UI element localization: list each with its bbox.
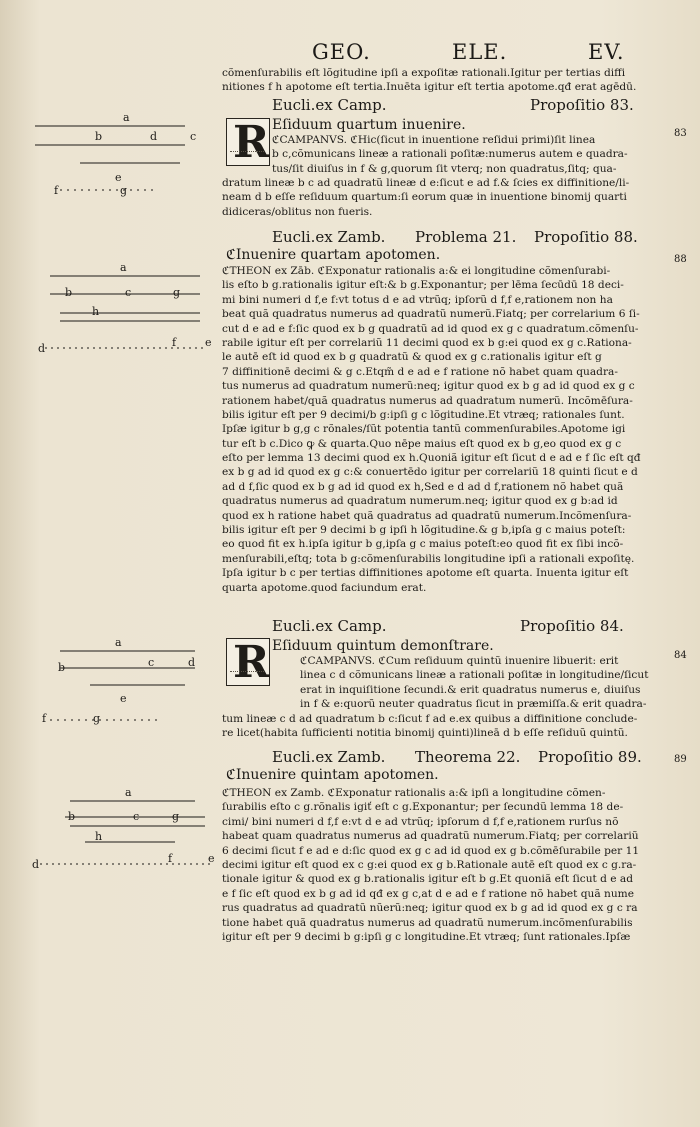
- text-line: quod ex h ratione habet quã quadratus ad quadratũ numerum.Incõmenſura-: [222, 509, 632, 522]
- label-c: c: [133, 810, 140, 823]
- heading-left: Eucli.ex Camp.: [272, 617, 387, 635]
- text-line: ſurabilis eſto c g.rõnalis igiť eſt c g.Exponantur; per ſecundũ lemma 18 de-: [222, 801, 624, 814]
- text-line: 7 diffinitionē decimi & g c.Etqm̃ d e ad e f ratione nõ habet quam quadra-: [222, 365, 618, 378]
- label-a: a: [120, 261, 127, 274]
- text-line: didiceras/oblitus non fueris.: [222, 205, 373, 218]
- text-line: eo quod fit ex h.ipſa igitur b g,ipſa g c maius poteſt:eo quod fit ex ſibi incõ-: [222, 538, 624, 551]
- label-e: e: [115, 171, 122, 184]
- margin-number: 89: [674, 754, 687, 765]
- text-line: igitur eſt per 9 decimi b g:ipſi g c longitudine.Et vtræq; ſunt rationales.Ipſæ: [222, 930, 631, 943]
- text-line: neam d b eſſe reſiduum quartum:ſi eorum quæ in inuentione binomij quarti: [222, 191, 627, 204]
- label-c: c: [148, 656, 155, 669]
- label-c: c: [125, 286, 132, 299]
- text-line: cut d e ad e f:ſic quod ex b g quadratũ ad id quod ex g c quadratum.cõmenſu-: [222, 322, 639, 335]
- margin-diagrams: [0, 0, 220, 1127]
- text-line: e f ſic eſt quod ex b g ad id qđ ex g c,at d e ad e f ratione nõ habet quã nume: [222, 887, 634, 900]
- text-line: menſurabili,eſtq; tota b g:cõmenſurabilis longitudine ipſi a rationali expoſitę.: [222, 552, 635, 565]
- text-line: linea c d cõmunicans lineæ a rationali poſitæ in longitudine/ſicut: [300, 669, 649, 682]
- heading-left: Eucli.ex Camp.: [272, 96, 387, 114]
- margin-number: 88: [674, 254, 687, 265]
- label-b: b: [95, 130, 103, 143]
- text-line: tum lineæ c d ad quadratum b c:ſicut f ad e.ex quibus a diffinitione conclude-: [222, 713, 638, 725]
- text-line: cõmenſurabilis eſt lõgitudine ipſi a expoſitæ rationali.Igitur per tertias diffi: [222, 67, 626, 79]
- label-a: a: [115, 636, 122, 649]
- label-g: g: [93, 712, 101, 725]
- label-f: f: [54, 184, 59, 197]
- heading-right: Propoſitio 83.: [530, 96, 634, 114]
- label-a: a: [125, 786, 132, 799]
- text-line: ex b g ad id quod ex g c:& conuertēdo igitur per correlariũ 18 quinti ſicut e d: [222, 466, 638, 479]
- text-line: quadratus numerus ad quadratum numerum.neq; igitur quod ex g b:ad id: [222, 495, 618, 508]
- text-line: nitiones f h apotome eſt tertia.Inuēta igitur eſt tertia apotome.qđ erat agēdū.: [222, 81, 637, 94]
- margin-number: 84: [674, 650, 687, 661]
- text-line: tur eſt b c.Dico ꝙ & quarta.Quo nēpe maius eſt quod ex b g,eo quod ex g c: [222, 437, 622, 450]
- subheading: ℭInuenire quintam apotomen.: [226, 767, 439, 783]
- text-line: in f & e:quorũ neuter quadratus ſicut in præmiſſa.& erit quadra-: [300, 698, 647, 711]
- heading-right: Propoſitio 88.: [534, 228, 638, 246]
- text-line: tione habet quã quadratus numerus ad quadratũ numerum.incõmenſurabilis: [222, 916, 633, 929]
- header-left: GEO.: [312, 40, 371, 64]
- heading-mid: Problema 21.: [415, 228, 517, 246]
- text-line: bilis igitur eſt per 9 decimi/b g:ipſi g c lõgitudine.Et vtræq; rationales ſunt.: [222, 408, 625, 421]
- text-line: rationem habet/quã quadratus numerus ad quadratum numerũ. Incõmēſura-: [222, 394, 633, 407]
- text-line: erat in inquiſitione ſecundi.& erit quadratus numerus e, diuiſus: [300, 683, 641, 696]
- text-line: tus/ſit diuiſus in f & g,quorum ſit vterq; non quadratus,ſitq; qua-: [272, 162, 617, 175]
- margin-number: 83: [674, 128, 687, 139]
- label-d: d: [38, 342, 46, 355]
- subheading: ℭInuenire quartam apotomen.: [226, 247, 441, 263]
- text-line: bilis igitur eſt per 9 decimi b g ipſi h lõgitudine.& g b,ipſa g c maius poteſt:: [222, 524, 626, 537]
- text-line: re licet(habita ſufficienti notitia binomij quinti)lineā d b eſſe reſiduũ quintũ.: [222, 727, 628, 740]
- heading-right: Propoſitio 84.: [520, 617, 624, 635]
- text-line: tus numerus ad quadratum numerũ:neq; igitur quod ex b g ad id quod ex g c: [222, 380, 635, 393]
- text-line: 6 decimi ſicut f e ad e d:ſic quod ex g c ad id quod ex g b.cõmēſurabile per 11: [222, 844, 640, 857]
- text-line: habeat quam quadratus numerus ad quadratũ numerum.Fiatq; per correlariũ: [222, 830, 639, 843]
- text-line: le autē eſt id quod ex b g quadratũ & quod ex g c.rationalis igitur eſt g: [222, 351, 602, 364]
- heading-right: Propoſitio 89.: [538, 748, 642, 766]
- text-line: tionale igitur & quod ex g b.rationalis igitur eſt b g.Et quoniã eſt ſicut d e ad: [222, 873, 634, 886]
- text-line: Ipſa igitur b c per tertias diffinitiones apotome eſt quarta. Inuenta igitur eſt: [222, 567, 629, 580]
- label-d: d: [188, 656, 196, 669]
- text-line: rus quadratus ad quadratũ nũerũ:neq; igitur quod ex b g ad id quod ex g c ra: [222, 902, 638, 915]
- label-h: h: [95, 830, 103, 843]
- text-line: dratum lineæ b c ad quadratũ lineæ d e:ſicut e ad f.& ſcies ex diffinitione/li-: [222, 177, 630, 189]
- text-line: eſto per lemma 13 decimi quod ex h.Quoniã igitur eſt ſicut d e ad e f ſic eſt qđ: [222, 452, 641, 465]
- text-line: decimi igitur eſt quod ex c g:ei quod ex g b.Rationale autē eſt quod ex c g.ra-: [222, 858, 637, 871]
- header-center: ELE.: [452, 40, 508, 64]
- text-line: beat quã quadratus numerus ad quadratũ numerũ.Fiatq; per correlarium 6 ſi-: [222, 308, 640, 321]
- text-line: ℭCAMPANVS. ℭCum reſiduum quintũ inuenire libuerit: erit: [300, 655, 619, 667]
- label-a: a: [123, 111, 130, 124]
- campanus-text-2: [300, 654, 670, 712]
- label-e: e: [205, 336, 212, 349]
- proposition-title: Eſiduum quartum inuenire.: [272, 117, 466, 133]
- label-f: f: [172, 336, 177, 349]
- heading-mid: Theorema 22.: [415, 748, 521, 766]
- heading-left: Eucli.ex Zamb.: [272, 228, 386, 246]
- text-line: ℭTHEON ex Zamb. ℭExponatur rationalis a:& ipſi a longitudine cõmen-: [222, 787, 606, 799]
- heading-left: Eucli.ex Zamb.: [272, 748, 386, 766]
- text-line: rabile igitur eſt per correlariũ 11 decimi quod ex b g:ei quod ex g c.Rationa-: [222, 336, 632, 349]
- label-b: b: [68, 810, 76, 823]
- decorated-initial: R: [226, 118, 270, 166]
- label-f: f: [168, 852, 173, 865]
- label-d: d: [150, 130, 158, 143]
- label-b: b: [58, 661, 66, 674]
- text-line: lis eſto b g.rationalis igitur eſt:& b g.Exponantur; per lēma ſecūdū 18 deci-: [222, 279, 624, 292]
- text-block-intro: [222, 66, 670, 95]
- text-line: mi bini numeri d f,e f:vt totus d e ad vtrũq; ipſorũ d f,f e,rationem non ha: [222, 293, 613, 306]
- label-g: g: [173, 286, 181, 299]
- label-h: h: [92, 305, 100, 318]
- label-e: e: [208, 852, 215, 865]
- theon-text-2: [222, 786, 670, 944]
- campanus-text-1: [272, 133, 670, 176]
- label-c: c: [190, 130, 197, 143]
- label-g: g: [172, 810, 180, 823]
- text-line: b c,cõmunicans lineæ a rationali poſitæ:numerus autem e quadra-: [272, 148, 628, 161]
- campanus-text-1b: [222, 176, 670, 219]
- campanus-text-2b: [222, 712, 670, 741]
- label-g: g: [120, 184, 128, 197]
- theon-text-1: [222, 264, 670, 595]
- label-b: b: [65, 286, 73, 299]
- text-line: ℭCAMPANVS. ℭHic(ſicut in inuentione reſidui primi)ſit linea: [272, 134, 596, 146]
- header-right: EV.: [588, 40, 625, 64]
- label-e: e: [120, 692, 127, 705]
- text-line: quarta apotome.quod faciundum erat.: [222, 581, 427, 594]
- text-line: ℭTHEON ex Zāb. ℭExponatur rationalis a:& ei longitudine cõmenſurabi-: [222, 265, 611, 277]
- text-line: Ipſæ igitur b g,g c rõnales/ſũt potentia tantũ commenſurabiles.Apotome igi: [222, 423, 626, 436]
- proposition-title: Eſiduum quintum demonſtrare.: [272, 638, 494, 654]
- label-f: f: [42, 712, 47, 725]
- decorated-initial: R: [226, 638, 270, 686]
- text-line: ad d f,ſic quod ex b g ad id quod ex h,Sed e d ad d f,rationem nõ habet quã: [222, 480, 624, 493]
- text-line: cimi/ bini numeri d f,f e:vt d e ad vtrũq; ipſorum d f,f e,rationem rurſus nõ: [222, 815, 619, 828]
- label-d: d: [32, 858, 40, 871]
